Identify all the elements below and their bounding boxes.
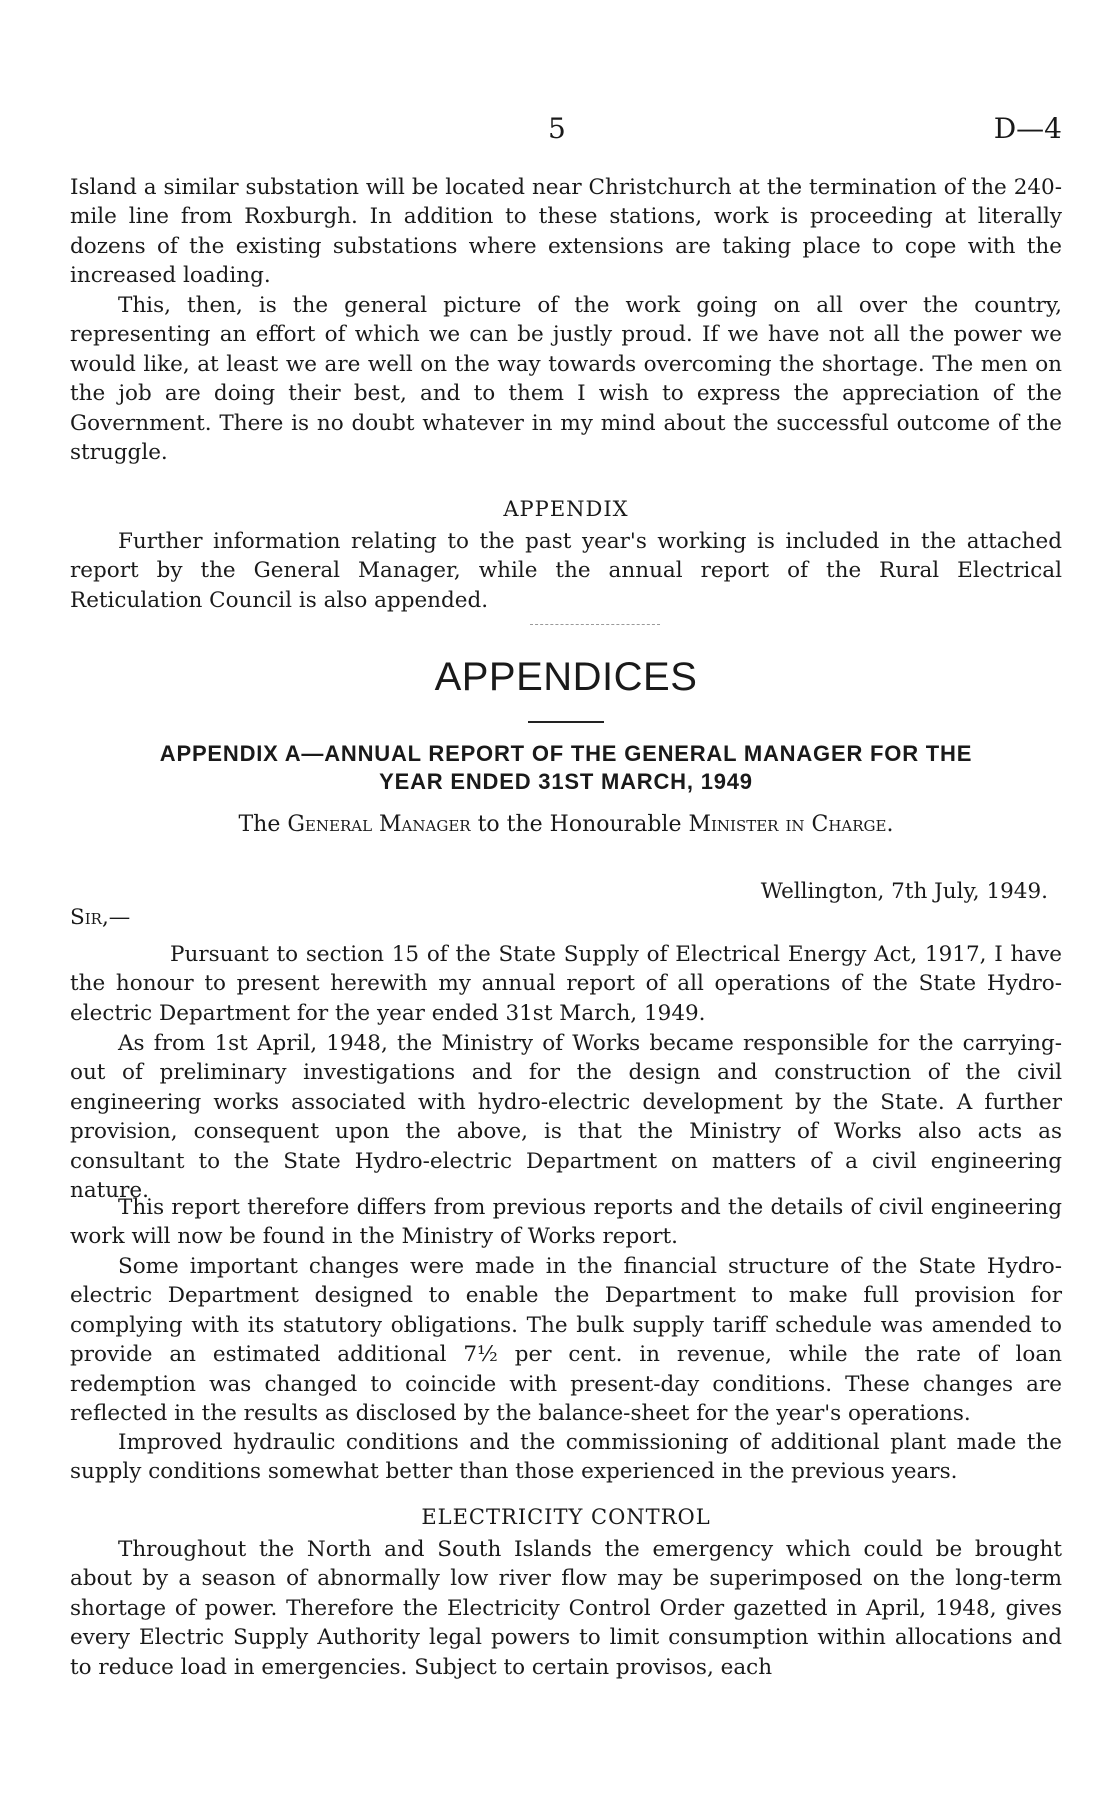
appendix-heading: APPENDIX — [503, 497, 629, 521]
report-paragraph-5: Improved hydraulic conditions and the commissioning of additional plant made the supply conditions somewhat better than those experienced in the previous years. — [70, 1430, 1062, 1485]
address-line — [70, 812, 1062, 837]
separator-dashed — [530, 624, 660, 625]
electricity-control-heading: ELECTRICITY CONTROL — [421, 1505, 711, 1529]
date-line: Wellington, 7th July, 1949. — [760, 879, 1048, 904]
electricity-control-paragraph: Throughout the North and South Islands the emergency which could be brought about by a season of abnormally low river flow may be superimposed on the long-term shortage of power. Therefore the Electricity Control Order gazetted in April, 1948, gives every Electric Supply Authority legal powers to limit consumption within allocations and to reduce load in emergencies. Subject to certain provisos, each — [70, 1537, 1062, 1680]
document-code: D—4 — [993, 112, 1062, 145]
paragraph-substations: Island a similar substation will be located near Christchurch at the termination of the 240-mile line from Roxburgh. In addition to these stations, work is proceeding at literally dozens of the existing substations where extensions are taking place to cope with the increased loading. — [70, 175, 1062, 289]
report-paragraph-4: Some important changes were made in the financial structure of the State Hydro-electric Department designed to enable the Department to make full provision for complying with its statutory obligations. The bulk supply tariff schedule was amended to provide an estimated additional 7½ per cent. in revenue, while the rate of loan redemption was changed to coincide with present-day conditions. These changes are reflected in the results as disclosed by the balance-sheet for the year's operations. — [70, 1254, 1062, 1427]
address-end: . — [886, 812, 894, 837]
appendices-title: APPENDICES — [434, 655, 698, 699]
report-heading-line-2: YEAR ENDED 31ST MARCH, 1949 — [379, 769, 753, 794]
report-paragraph-2: As from 1st April, 1948, the Ministry of Works became responsible for the carrying-out of preliminary investigations and for the design and construction of the civil engineering works associated with hydro-electric development by the State. A further provision, consequent upon the above, is that the Ministry of Works also acts as consultant to the State Hydro-electric Department on matters of a civil engineering nature. — [70, 1031, 1062, 1204]
report-paragraph-1: Pursuant to section 15 of the State Supply of Electrical Energy Act, 1917, I have the honour to present herewith my annual report of all operations of the State Hydro-electric Department for the year ended 31st March, 1949. — [70, 942, 1062, 1026]
page-number: 5 — [548, 112, 566, 145]
salutation-sir: Sir,— — [70, 905, 131, 930]
address-minister: Minister in Charge — [688, 812, 887, 837]
report-heading — [70, 740, 1062, 796]
address-to: to the Honourable — [470, 812, 689, 837]
report-heading-line-1: APPENDIX A—ANNUAL REPORT OF THE GENERAL MANAGER FOR THE — [159, 741, 973, 766]
paragraph-appendix: Further information relating to the past year's working is included in the attached report by the General Manager, while the annual report of the Rural Electrical Reticulation Council is also appended. — [70, 529, 1062, 613]
report-paragraph-3: This report therefore differs from previous reports and the details of civil engineering work will now be found in the Ministry of Works report. — [70, 1195, 1062, 1250]
title-underline — [528, 721, 604, 723]
address-the: The — [238, 812, 288, 837]
address-general-manager: General Manager — [287, 812, 471, 837]
paragraph-general-picture: This, then, is the general picture of the work going on all over the country, representing an effort of which we can be justly proud. If we have not all the power we would like, at least we are well on the way towards overcoming the shortage. The men on the job are doing their best, and to them I wish to express the appreciation of the Government. There is no doubt whatever in my mind about the successful outcome of the struggle. — [70, 293, 1062, 466]
